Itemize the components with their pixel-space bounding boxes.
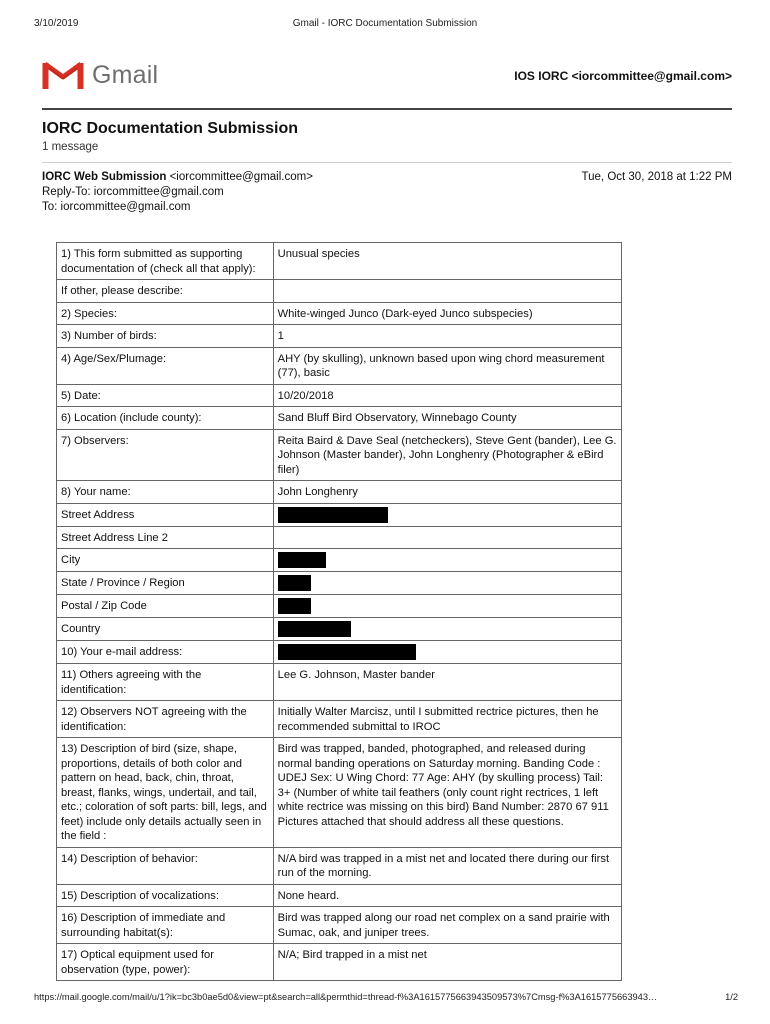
form-question: 7) Observers:: [57, 429, 274, 481]
form-question: If other, please describe:: [57, 280, 274, 303]
form-row: [57, 549, 622, 572]
form-row: [57, 847, 622, 884]
form-row: [57, 701, 622, 738]
form-answer: Bird was trapped along our road net complex on a sand prairie with Sumac, oak, and juniper trees.: [273, 907, 621, 944]
gmail-m-icon: [42, 60, 84, 90]
redaction-bar: [278, 621, 351, 637]
redaction-bar: [278, 575, 311, 591]
redaction-bar: [278, 598, 311, 614]
form-question: 3) Number of birds:: [57, 325, 274, 348]
form-question: 12) Observers NOT agreeing with the identification:: [57, 701, 274, 738]
sender-name: IORC Web Submission: [42, 171, 167, 183]
form-question: 13) Description of bird (size, shape, proportions, details of both color and pattern on head, back, chin, throat, breast, flanks, wings, undertail, and tail, etc.; coloration of soft parts: bill, legs, and feet) include only details actually seen in the field :: [57, 738, 274, 848]
form-row: [57, 384, 622, 407]
form-question: 15) Description of vocalizations:: [57, 884, 274, 907]
redaction-bar: [278, 644, 416, 660]
form-answer: Reita Baird & Dave Seal (netcheckers), Steve Gent (bander), Lee G. Johnson (Master bander), John Longhenry (Photographer & eBird filer): [273, 429, 621, 481]
form-row: [57, 429, 622, 481]
form-answer: None heard.: [273, 884, 621, 907]
form-question: Street Address Line 2: [57, 526, 274, 549]
form-question: 16) Description of immediate and surrounding habitat(s):: [57, 907, 274, 944]
form-row: [57, 347, 622, 384]
print-url: https://mail.google.com/mail/u/1?ik=bc3b0ae5d0&view=pt&search=all&permthid=thread-f%3A1615775663943509573%7Cmsg-f%3A1615775663943…: [34, 992, 658, 1002]
form-row: [57, 884, 622, 907]
form-answer: White-winged Junco (Dark-eyed Junco subspecies): [273, 302, 621, 325]
form-question: Street Address: [57, 503, 274, 526]
form-row: [57, 243, 622, 280]
message-date: Tue, Oct 30, 2018 at 1:22 PM: [581, 171, 732, 183]
form-question: 5) Date:: [57, 384, 274, 407]
form-row: [57, 595, 622, 618]
form-row: [57, 572, 622, 595]
form-question: 1) This form submitted as supporting documentation of (check all that apply):: [57, 243, 274, 280]
form-answer: Sand Bluff Bird Observatory, Winnebago County: [273, 407, 621, 430]
account-label: IOS IORC <iorcommittee@gmail.com>: [514, 69, 732, 83]
form-question: 11) Others agreeing with the identification:: [57, 664, 274, 701]
form-row: [57, 325, 622, 348]
form-answer: [273, 595, 621, 618]
form-question: 4) Age/Sex/Plumage:: [57, 347, 274, 384]
form-row: [57, 664, 622, 701]
form-row: [57, 481, 622, 504]
to-line: To: iorcommittee@gmail.com: [42, 201, 191, 213]
message-header: [42, 170, 732, 215]
thread-divider: [42, 162, 732, 163]
gmail-logo[interactable]: [42, 58, 158, 92]
form-question: State / Province / Region: [57, 572, 274, 595]
form-answer: John Longhenry: [273, 481, 621, 504]
form-answer: [273, 549, 621, 572]
form-row: [57, 302, 622, 325]
form-row: [57, 280, 622, 303]
form-row: [57, 907, 622, 944]
form-answer: Initially Walter Marcisz, until I submitted rectrice pictures, then he recommended submittal to IROC: [273, 701, 621, 738]
thread-subject: IORC Documentation Submission: [42, 120, 299, 137]
form-row: [57, 526, 622, 549]
submission-form-table: [56, 242, 622, 981]
redaction-bar: [278, 507, 388, 523]
form-row: [57, 618, 622, 641]
form-answer: [273, 618, 621, 641]
form-answer: [273, 572, 621, 595]
form-answer: [273, 503, 621, 526]
header-divider: [42, 108, 732, 110]
form-answer: [273, 280, 621, 303]
form-question: Country: [57, 618, 274, 641]
form-question: City: [57, 549, 274, 572]
form-answer: Lee G. Johnson, Master bander: [273, 664, 621, 701]
form-question: 17) Optical equipment used for observation (type, power):: [57, 944, 274, 981]
gmail-wordmark: Gmail: [92, 60, 159, 89]
form-answer: Unusual species: [273, 243, 621, 280]
print-date: 3/10/2019: [34, 18, 79, 29]
reply-to-line: Reply-To: iorcommittee@gmail.com: [42, 186, 224, 198]
form-question: 2) Species:: [57, 302, 274, 325]
form-question: 8) Your name:: [57, 481, 274, 504]
form-answer: N/A; Bird trapped in a mist net: [273, 944, 621, 981]
message-count: 1 message: [42, 141, 99, 153]
print-title: Gmail - IORC Documentation Submission: [292, 18, 478, 29]
form-answer: [273, 526, 621, 549]
form-answer: [273, 641, 621, 664]
form-answer: 10/20/2018: [273, 384, 621, 407]
redaction-bar: [278, 552, 326, 568]
form-answer: AHY (by skulling), unknown based upon wing chord measurement (77), basic: [273, 347, 621, 384]
form-answer: Bird was trapped, banded, photographed, and released during normal banding operations on Saturday morning. Banding Code : UDEJ Sex: U Wing Chord: 77 Age: AHY (by skulling process) Tail: 3+ (Number of white tail feathers (only count right rectrices, 1 left white rectrice was missing on this bird) Band Number: 2870 67 911 Pictures attached that should address all these questions.: [273, 738, 621, 848]
form-row: [57, 738, 622, 848]
page-number: 1/2: [725, 992, 738, 1002]
form-row: [57, 407, 622, 430]
form-question: Postal / Zip Code: [57, 595, 274, 618]
form-question: 6) Location (include county):: [57, 407, 274, 430]
form-row: [57, 944, 622, 981]
form-row: [57, 641, 622, 664]
form-answer: 1: [273, 325, 621, 348]
form-row: [57, 503, 622, 526]
form-question: 10) Your e-mail address:: [57, 641, 274, 664]
gmail-header: [42, 58, 732, 94]
form-question: 14) Description of behavior:: [57, 847, 274, 884]
sender-email[interactable]: <iorcommittee@gmail.com>: [169, 171, 313, 183]
form-answer: N/A bird was trapped in a mist net and located there during our first run of the morning.: [273, 847, 621, 884]
